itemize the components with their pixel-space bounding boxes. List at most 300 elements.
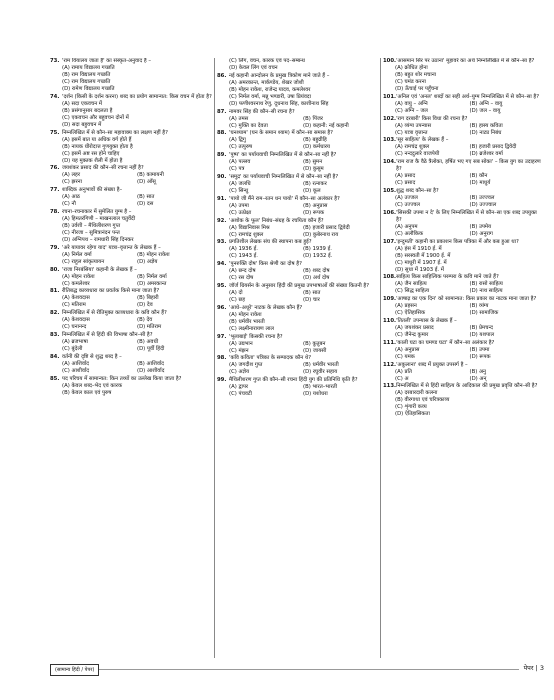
answer-option: (D) कूल: [303, 187, 321, 194]
question-item: [50, 332, 212, 353]
question-item: [383, 210, 544, 238]
options-list: [383, 347, 544, 361]
options-list: [217, 384, 377, 398]
question-item: [50, 310, 212, 331]
answer-option: (C) माधुरी में 1907 ई. में: [395, 259, 447, 266]
question-number: 86.: [217, 72, 227, 79]
options-list: [217, 80, 377, 108]
answer-option: (D) कर्मधारय: [303, 144, 330, 151]
question-text: 'अनिल एवं 'अनल' शब्दों का सही अर्थ–युग्म निम्नलिखित में से कौन–सा है?: [396, 93, 540, 100]
options-list: [50, 252, 212, 266]
answer-option: (C) अग्नि – जल: [395, 107, 428, 114]
question-number: 80.: [50, 266, 60, 273]
question-item: [50, 130, 212, 165]
question-text: 'तितली' उपन्यास के लेखक हैं –: [396, 317, 457, 324]
question-item: [50, 58, 212, 93]
answer-option: (B) उज्ज्वल: [469, 194, 495, 201]
answer-option: (B) सुमन: [303, 159, 323, 166]
options-list: [383, 65, 544, 93]
answer-option: (A) जलधि: [229, 180, 251, 187]
question-text: 'अशोक के फूल' निबंध–संग्रह के रचयिता कौन हैं?: [229, 217, 324, 224]
answer-option: (B) बिहारी: [137, 295, 159, 302]
answer-option: (B) सात: [137, 194, 155, 201]
question-stem: [50, 187, 212, 194]
question-number: 85.: [50, 375, 60, 382]
question-stem: [383, 94, 544, 101]
answer-option: (B) उपमा: [469, 346, 490, 353]
question-text: निम्नलिखित में से रीतिमुक्त काव्यधारा के कवि कौन हैं?: [62, 310, 167, 317]
answer-option: (C) आशीर्वाद: [62, 367, 90, 374]
answer-option: (B) केवल काल एवं पुरुष: [62, 389, 112, 396]
answer-option: (B) प्रसंगानुसार बदलता है: [62, 107, 113, 114]
question-number: 89.: [217, 152, 227, 159]
question-text: नामवर सिंह की कौन–सी रचना है?: [229, 108, 295, 115]
question-stem: [383, 58, 544, 65]
question-number: 88.: [217, 130, 227, 137]
answer-option: (A) क्रोधित होना: [395, 65, 428, 71]
answer-option: (C) नौ: [62, 201, 76, 208]
options-list: [50, 317, 212, 331]
question-text: 'पुनरुक्ति दोष' किस श्रेणी का दोष है?: [229, 261, 302, 268]
answer-option: (A) जयशंकर प्रसाद: [395, 324, 434, 331]
question-item: [383, 94, 544, 115]
answer-option: (D) 1932 ई.: [303, 253, 333, 260]
answer-option: (C) सिद्ध साहित्य: [395, 288, 430, 295]
question-text: नई कहानी आन्दोलन के प्रमुख त्रिकोण माने जाते हैं –: [229, 72, 330, 79]
question-text: 'राजा निरबंसिया' कहानी के लेखक हैं –: [62, 266, 137, 273]
answer-option: (D) अज्ञेय: [137, 258, 158, 265]
answer-option: (B) शब्द दोष: [303, 268, 330, 275]
answer-option: (A) उद्यभान: [229, 340, 253, 347]
answer-option: (C) घमंड करना: [395, 79, 426, 85]
answer-option: (A) द्वापर: [229, 384, 249, 391]
options-list: [217, 290, 377, 304]
question-stem: [217, 58, 377, 65]
answer-option: (A) रामाय विद्यालय गच्छति: [62, 65, 115, 71]
question-item: [217, 58, 377, 72]
question-number: 112.: [383, 361, 397, 368]
answer-option: (D) जायसी: [303, 347, 327, 354]
options-list: [217, 312, 377, 333]
question-text: वर्तनी की दृष्टि से शुद्ध शब्द है –: [62, 353, 122, 360]
answer-option: (A) पल्लव: [229, 159, 251, 166]
question-text: 'राग दरबारी' किस विधा की रचना है?: [396, 115, 468, 122]
answer-option: (B) बहुत शोर मचाना: [395, 72, 437, 78]
answer-option: (B) अनुप्रास: [303, 202, 328, 209]
answer-option: (A) उपमा: [229, 202, 249, 209]
answer-option: (B) रासो साहित्य: [469, 281, 503, 288]
answer-option: (A) अनुपम: [395, 223, 418, 230]
answer-option: (B) प्रेमचन्द: [469, 324, 493, 331]
question-number: 73.: [50, 58, 60, 64]
answer-option: (C) मतिराम: [62, 302, 86, 309]
question-number: 77.: [50, 187, 60, 194]
answer-option: (B) व्यंग्य: [469, 303, 489, 310]
answer-option: (A) विद्यानिवास मिश्र: [229, 224, 270, 231]
options-list: [383, 281, 544, 295]
answer-option: (D) अमरकान्त: [137, 280, 167, 287]
answer-option: (A) केशवदास: [62, 317, 90, 324]
options-list: [50, 361, 212, 375]
answer-option: (B) अग्नि – वायु: [469, 100, 503, 107]
answer-option: (C) अ: [395, 375, 409, 382]
question-stem: [383, 210, 544, 224]
options-list: [217, 246, 377, 260]
answer-option: (B) आशिर्वाद: [137, 360, 164, 367]
answer-option: (D) यह मुक्तक शैली में होता है: [62, 157, 123, 164]
answer-option: (D) कुसुम: [303, 166, 324, 173]
answer-option: (D) सदा बहुवचन में: [62, 121, 102, 128]
question-stem: [217, 283, 377, 290]
question-stem: [383, 188, 544, 195]
question-page: [50, 58, 544, 658]
answer-option: (C) उत्प्रेक्षा: [229, 209, 252, 216]
answer-option: (A) द्विगु: [229, 137, 246, 144]
answer-option: (D) कुबेरनाथ राय: [303, 231, 339, 238]
answer-option: (A) प्रति: [395, 368, 412, 375]
answer-option: (A) केशवदास: [62, 295, 90, 302]
answer-option: (C) निर्मल वर्मा, मन्नू भण्डारी, उषा प्रियंवदा: [229, 93, 311, 100]
answer-option: (A) मोहन राकेश: [229, 311, 262, 318]
question-stem: [217, 305, 377, 312]
answer-option: (D) रूपक: [469, 353, 491, 360]
question-item: [383, 58, 544, 93]
answer-option: (D) अनुराग: [469, 230, 493, 237]
question-item: [383, 318, 544, 339]
answer-option: (D) रूपक: [303, 209, 325, 216]
question-text: 'पायो जी मैंने राम–रतन धन पायो' में कौन–सा अलंकार है?: [229, 195, 340, 202]
answer-option: (A) ब्रजभाषा: [62, 338, 88, 345]
question-number: 82.: [50, 310, 60, 317]
column-divider: [380, 58, 381, 658]
question-item: [383, 383, 544, 418]
answer-option: (C) एकवचन और बहुवचन दोनों में: [62, 114, 129, 121]
question-item: [50, 354, 212, 375]
answer-option: (D) रामेण विद्यालय गच्छति: [62, 86, 115, 92]
answer-option: (C) झरना: [62, 179, 82, 186]
question-stem: [50, 209, 212, 216]
options-list: [383, 325, 544, 339]
options-list: [50, 172, 212, 186]
answer-option: (A) सदा एकवचन में: [62, 100, 102, 107]
options-list: [50, 65, 212, 93]
question-item: [383, 340, 544, 361]
question-text: 'इन्दुमती' कहानी का प्रकाशन किस पत्रिका में और कब हुआ था?: [396, 238, 519, 245]
options-list: [383, 224, 544, 238]
publisher-logo: (सामान्य हिंदी / पेपर): [50, 664, 99, 676]
answer-option: (C) लक्ष्मीनारायण लाल: [229, 325, 274, 332]
question-text: शुद्ध शब्द कौन–सा है?: [396, 187, 439, 194]
question-number: 99.: [217, 377, 227, 384]
answer-option: (D) आशीर्वाद: [137, 367, 165, 374]
question-text: 'आसमान सिर पर उठाना' मुहावरे का अर्थ निम्नलिखित में से कौन–सा है?: [396, 58, 535, 64]
question-number: 111.: [383, 339, 397, 346]
answer-option: (A) तमस: [229, 115, 249, 122]
question-text: 'सिसकी उपमा न दे' के लिए निम्नलिखित में से कौन–सा एक शब्द उपयुक्त है?: [396, 209, 537, 223]
question-text: 'काली घटा का घमण्ड घटा' में कौन–सा अलंकार है?: [396, 339, 495, 346]
answer-option: (B) वीरगाथा एवं चरित्रकाव्य: [395, 397, 450, 404]
answer-option: (C) 1943 ई.: [229, 253, 258, 260]
answer-option: (B) सरस्वती में 1900 ई. में: [395, 252, 451, 259]
answer-option: (D) यशोधरा: [303, 391, 328, 398]
question-number: 96.: [217, 304, 227, 311]
question-number: 74.: [50, 93, 60, 100]
question-text: रचना–रचनाकार में सुमेलित युग्म है –: [62, 208, 132, 215]
answer-option: (D) नाट्य निबंध: [469, 129, 502, 136]
answer-option: (D) ऐतिहासिकता: [395, 411, 430, 418]
answer-option: (C) मंझन: [229, 347, 249, 354]
question-text: मैथिलीशरण गुप्त की कौन–सी रचना हिंदी युग की प्रतिनिधि कृति है?: [229, 377, 358, 384]
question-number: 94.: [217, 261, 227, 268]
answer-option: (A) हंस में 1910 ई. में: [395, 245, 442, 252]
question-number: 101.: [383, 93, 397, 100]
answer-option: (B) कामायनी: [137, 172, 164, 179]
question-number: 103.: [383, 137, 397, 144]
answer-option: (C) शृंगारी कव्य: [395, 404, 427, 411]
question-text: 'आधे–अधूरे' नाटक के लेखक कौन हैं?: [229, 304, 303, 311]
answer-option: (B) हजारी प्रसाद द्विवेदी: [469, 144, 517, 151]
question-stem: [383, 362, 544, 369]
answer-option: (C) अज्ञेय: [229, 369, 250, 376]
answer-option: (B) देव: [137, 317, 153, 324]
answer-option: (A) निर्मल वर्मा: [62, 251, 92, 258]
footer-rule: [50, 669, 544, 670]
question-item: [217, 73, 377, 108]
answer-option: (C) नीरजा – सुमित्रानंदन पन्त: [62, 229, 120, 236]
question-column-3: [383, 58, 544, 658]
options-list: [217, 341, 377, 355]
answer-option: (D) यशपाल: [469, 331, 495, 338]
answer-option: (B) राम विद्यालय गच्छति: [62, 72, 111, 78]
answer-option: (A) इसमें बात या अधिक वर्ग होते हैं: [62, 136, 132, 143]
options-list: [50, 137, 212, 165]
answer-option: (C) जैनेन्द्र कुमार: [395, 331, 429, 338]
question-stem: [383, 239, 544, 246]
answer-option: (B) पिंजर: [303, 115, 323, 122]
answer-option: (C) पंचवटी: [229, 391, 252, 398]
question-item: [383, 274, 544, 295]
question-number: 106.: [383, 209, 397, 216]
answer-option: (A) दो: [229, 289, 243, 296]
question-number: 75.: [50, 129, 60, 136]
question-text: 'कवि कविता' पत्रिका के सम्पादक कौन थे?: [229, 355, 312, 362]
question-item: [383, 159, 544, 187]
answer-option: (A) अनुप्रास: [395, 346, 420, 353]
question-number: 104.: [383, 159, 397, 166]
question-number: 100.: [383, 58, 397, 64]
answer-option: (D) आँसू: [137, 179, 156, 186]
question-text: पद परिचय में सामान्यत: किन तथ्यों का उल्लेख किया जाता है?: [62, 375, 182, 382]
answer-option: (D) रघुवीर सहाय: [303, 369, 338, 376]
answer-option: (D) चार: [303, 296, 320, 303]
question-text: रीतिबद्ध काव्यधारा का प्रवर्तक किसे माना जाता है?: [62, 288, 160, 295]
options-list: [50, 339, 212, 353]
answer-option: (D) ऊँचाई पर पहुँचना: [395, 86, 439, 92]
page-number: पेपर | 3: [519, 663, 544, 673]
options-list: [50, 216, 212, 244]
options-list: [217, 268, 377, 282]
question-stem: [383, 340, 544, 347]
question-text: 'भूलाबाई' किसकी रचना है?: [229, 333, 283, 340]
answer-option: (C) मुक्ति का देवता: [229, 122, 268, 129]
question-number: 90.: [217, 173, 227, 180]
question-text: 'घनश्याम' (घन के समान श्याम) में कौन–सा समास है?: [229, 130, 333, 137]
options-list: [383, 144, 544, 158]
question-stem: [217, 174, 377, 181]
question-number: 97.: [217, 333, 227, 340]
answer-option: (C) बुंदेली: [62, 345, 83, 352]
options-list: [217, 137, 377, 151]
question-item: [50, 288, 212, 309]
options-list: [383, 303, 544, 317]
question-item: [50, 376, 212, 397]
answer-option: (B) बहुव्रीहि: [303, 137, 327, 144]
answer-option: (A) आठ: [62, 194, 80, 201]
answer-option: (C) अलौकिक: [395, 230, 424, 237]
question-stem: [50, 267, 212, 274]
answer-option: (D) मतिराम: [137, 324, 162, 331]
column-divider: [214, 58, 215, 658]
question-item: [217, 152, 377, 173]
answer-option: (D) उज्ज्वाल: [469, 201, 497, 208]
question-stem: [50, 376, 212, 383]
options-list: [383, 123, 544, 137]
question-number: 79.: [50, 244, 60, 251]
question-text: 'सूर साहित्य' के लेखक हैं –: [396, 137, 449, 144]
question-number: 92.: [217, 217, 227, 224]
answer-option: (B) उर्वशी – मैथिलीशरण गुप्त: [62, 222, 121, 229]
answer-option: (D) केवल लिंग एवं वचन: [229, 65, 278, 71]
answer-option: (A) प्रहसन: [395, 303, 417, 310]
question-stem: [50, 332, 212, 339]
question-text: निम्नलिखित में से कौन–सा महावाक्य का लक्षण नहीं है?: [62, 129, 168, 136]
answer-option: (A) केवल शब्द–भेद एवं कारक: [62, 382, 123, 389]
answer-option: (B) मोहन राकेश, राजेन्द्र यादव, कमलेश्वर: [229, 86, 311, 93]
question-item: [217, 261, 377, 282]
answer-option: (B) नायक धीरोदात्त गुणयुक्त होता है: [62, 143, 133, 150]
answer-option: (B) मोहन राकेश: [137, 251, 170, 258]
options-list: [383, 390, 544, 418]
question-stem: [383, 296, 544, 303]
question-text: निम्नलिखित में से हिंदी साहित्य के आदिकाल की प्रमुख प्रवृत्ति कौन–सी है?: [396, 383, 538, 390]
options-list: [217, 225, 377, 239]
answer-option: (D) जल – वायु: [469, 107, 501, 114]
question-number: 91.: [217, 195, 227, 202]
question-text: 'अरे यायावर रहेगा याद' यात्रा–वृत्तान्त के लेखक हैं –: [62, 244, 161, 251]
answer-option: (B) उपमेय: [469, 223, 492, 230]
options-list: [50, 101, 212, 129]
answer-option: (C) सिन्धु: [229, 187, 249, 194]
answer-option: (D) दस: [137, 201, 154, 208]
question-stem: [383, 116, 544, 123]
answer-option: (A) 1936 ई.: [229, 246, 258, 253]
options-list: [383, 369, 544, 383]
answer-option: (B) हास्य कविता: [469, 122, 503, 129]
answer-option: (B) कुतुबन: [303, 340, 326, 347]
question-number: 93.: [217, 239, 227, 246]
question-number: 110.: [383, 317, 397, 324]
answer-option: (A) उज्जल: [395, 194, 418, 201]
options-list: [383, 173, 544, 187]
answer-option: (C) रामचंद्र शुक्ल: [229, 231, 264, 238]
answer-option: (D) अन्: [469, 375, 487, 382]
question-item: [50, 245, 212, 266]
question-number: 84.: [50, 353, 60, 360]
options-list: [50, 295, 212, 309]
answer-option: (C) राम विद्यालय गच्छति: [62, 79, 111, 85]
answer-option: (B) सात: [303, 289, 321, 296]
answer-option: (A) अमरकान्त, मार्कण्डेय, शेखर जोशी: [229, 79, 304, 86]
question-item: [383, 362, 544, 383]
question-text: 'पुष्प' का पर्यायवाची निम्नलिखित में से कौन–सा नहीं है?: [229, 152, 337, 159]
question-stem: [217, 377, 377, 384]
question-stem: [217, 334, 377, 341]
question-number: 95.: [217, 282, 227, 289]
options-list: [217, 203, 377, 217]
answer-option: (B) कौन: [469, 173, 488, 180]
question-item: [383, 188, 544, 209]
answer-option: (D) पूर्वी हिंदी: [137, 345, 165, 352]
question-text: 'आषाढ़ का एक दिन' को सामान्यत: किस प्रकार का नाटक माना जाता है?: [396, 296, 537, 303]
answer-option: (D) फणीश्वरनाथ रेणु, दूधनाथ सिंह, काशीनाथ सिंह: [229, 100, 329, 107]
answer-option: (A) हिमतरंगिणी – माखनलाल चतुर्वेदी: [62, 215, 136, 222]
answer-option: (D) अर्थ दोष: [303, 275, 330, 282]
question-text: 'अकुलाना' शब्द में प्रयुक्त उपसर्ग है –: [396, 361, 468, 368]
answer-option: (C) यात्रा वृत्तान्त: [395, 129, 428, 136]
question-stem: [50, 130, 212, 137]
answer-option: (A) जगदीश गुप्त: [229, 362, 263, 369]
question-item: [217, 109, 377, 130]
answer-option: (C) कमलेश्वर: [62, 280, 90, 287]
answer-option: (C) पत्र: [229, 166, 245, 173]
question-stem: [50, 165, 212, 172]
answer-option: (C) रस दोष: [229, 275, 254, 282]
question-number: 113.: [383, 383, 397, 390]
answer-option: (B) हजारी प्रसाद द्विवेदी: [303, 224, 350, 231]
answer-option: (A) व्यंग्य उपन्यास: [395, 122, 432, 129]
answer-option: (A) आशिर्वाद: [62, 360, 89, 367]
question-stem: [50, 354, 212, 361]
question-item: [217, 218, 377, 239]
answer-option: (A) वायु – अग्नि: [395, 100, 428, 107]
question-text: निम्नलिखित में से हिंदी की विभाषा कौन–सी है?: [62, 331, 153, 338]
answer-option: (C) नन्ददुलारे वाजपेयी: [395, 151, 440, 158]
question-number: 98.: [217, 355, 227, 362]
options-list: [50, 194, 212, 208]
answer-option: (D) कहानी: नई कहानी: [303, 122, 349, 129]
question-text: प्रगतिशील लेखक संघ की स्थापना कब हुई?: [229, 239, 312, 246]
options-list: [383, 195, 544, 209]
question-number: 108.: [383, 274, 397, 281]
answer-option: (C) ऐतिहासिक: [395, 310, 426, 317]
answer-option: (C) तत्पुरुष: [229, 144, 253, 151]
answer-option: (D) माधुर्य: [469, 180, 491, 187]
answer-option: (B) भारत–भारती: [303, 384, 338, 391]
question-text: 'राम राज कै वैठे त्रैलोका, हर्षित भए गए सब सोका' – किस युग का उदाहरण है?: [396, 159, 541, 173]
options-list: [217, 65, 377, 72]
options-list: [50, 274, 212, 288]
question-number: 107.: [383, 238, 397, 245]
options-list: [50, 383, 212, 397]
question-item: [217, 239, 377, 260]
question-text: 'दर्शन (किसी के दर्शन करना) शब्द का प्रयोग सामान्यत: किस वचन में होता है?: [62, 93, 212, 100]
answer-option: (B) धर्मवीर भारती: [229, 318, 265, 325]
answer-option: (A) रामचंद्र शुक्ल: [395, 144, 430, 151]
question-item: [217, 174, 377, 195]
question-item: [217, 355, 377, 376]
question-text: जॉर्ज ग्रियर्सन के अनुसार हिंदी की प्रमुख उपभाषाओं की संख्या कितनी है?: [229, 282, 370, 289]
question-item: [50, 165, 212, 186]
